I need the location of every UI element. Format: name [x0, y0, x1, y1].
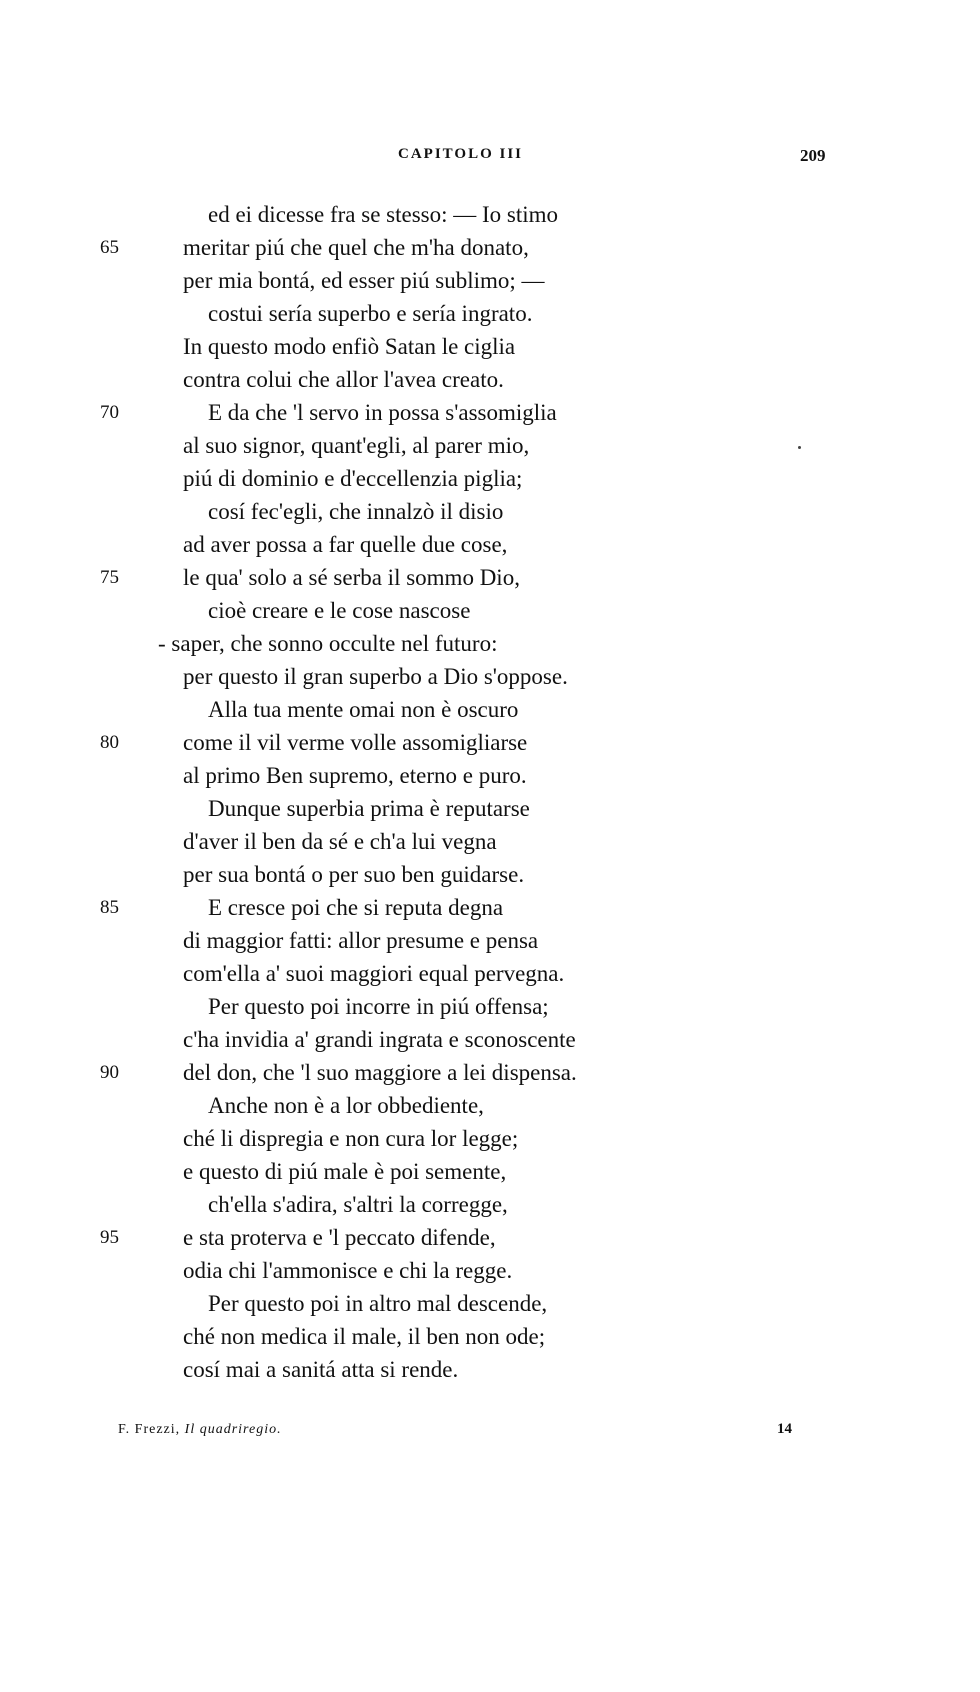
verse-text: per mia bontá, ed esser piú sublimo; — — [183, 268, 545, 293]
verse-line — [0, 858, 980, 891]
verse-text: e questo di piú male è poi semente, — [183, 1159, 507, 1184]
verse-text: ché non medica il male, il ben non ode; — [183, 1324, 546, 1349]
running-head: CAPITOLO III — [398, 146, 524, 162]
line-number: 80 — [100, 732, 119, 753]
verse-line — [0, 1056, 980, 1089]
verse-line — [0, 957, 980, 990]
verse-line — [0, 891, 980, 924]
verse-line — [0, 429, 980, 462]
verse-line — [0, 1254, 980, 1287]
verse-text: ché li dispregia e non cura lor legge; — [183, 1126, 519, 1151]
line-number: 90 — [100, 1062, 119, 1083]
verse-text: Dunque superbia prima è reputarse — [208, 796, 530, 821]
footer-author: F. Frezzi, — [118, 1422, 181, 1437]
verse-line — [0, 1320, 980, 1353]
line-number: 70 — [100, 402, 119, 423]
verse-line — [0, 594, 980, 627]
verse-text: come il vil verme volle assomigliarse — [183, 730, 528, 755]
verse-line — [0, 825, 980, 858]
verse-line — [0, 1353, 980, 1386]
verse-line — [0, 1155, 980, 1188]
poem-text — [0, 198, 980, 1386]
verse-text: com'ella a' suoi maggiori equal pervegna. — [183, 961, 565, 986]
verse-line — [0, 363, 980, 396]
verse-text: odia chi l'ammonisce e chi la regge. — [183, 1258, 513, 1283]
verse-line — [0, 759, 980, 792]
footer-signature: 14 — [777, 1421, 792, 1437]
verse-text: le qua' solo a sé serba il sommo Dio, — [183, 565, 520, 590]
verse-text: In questo modo enfiò Satan le ciglia — [183, 334, 516, 359]
verse-line — [0, 198, 980, 231]
verse-line — [0, 1287, 980, 1320]
verse-text: E da che 'l servo in possa s'assomiglia — [208, 400, 557, 425]
footer-citation — [118, 1422, 282, 1438]
verse-text: al suo signor, quant'egli, al parer mio, — [183, 433, 530, 458]
verse-line — [0, 924, 980, 957]
verse-line — [0, 1221, 980, 1254]
line-number: 65 — [100, 237, 119, 258]
verse-text: c'ha invidia a' grandi ingrata e sconoscente — [183, 1027, 576, 1052]
verse-text: al primo Ben supremo, eterno e puro. — [183, 763, 527, 788]
verse-text: e sta proterva e 'l peccato difende, — [183, 1225, 496, 1250]
verse-text: E cresce poi che si reputa degna — [208, 895, 504, 920]
verse-text: per sua bontá o per suo ben guidarse. — [183, 862, 525, 887]
line-number: 75 — [100, 567, 119, 588]
verse-line — [0, 792, 980, 825]
verse-text: piú di dominio e d'eccellenzia piglia; — [183, 466, 523, 491]
page-number: 209 — [800, 146, 826, 165]
verse-line — [0, 462, 980, 495]
verse-text: cosí mai a sanitá atta si rende. — [183, 1357, 459, 1382]
verse-line — [0, 330, 980, 363]
verse-text: contra colui che allor l'avea creato. — [183, 367, 504, 392]
verse-text: - saper, che sonno occulte nel futuro: — [158, 631, 498, 656]
verse-text: Per questo poi in altro mal descende, — [208, 1291, 548, 1316]
verse-line — [0, 528, 980, 561]
verse-line — [0, 726, 980, 759]
line-number: 85 — [100, 897, 119, 918]
verse-line — [0, 693, 980, 726]
verse-line — [0, 264, 980, 297]
verse-line — [0, 1023, 980, 1056]
verse-text: d'aver il ben da sé e ch'a lui vegna — [183, 829, 497, 854]
verse-line — [0, 627, 980, 660]
verse-line — [0, 495, 980, 528]
verse-text: di maggior fatti: allor presume e pensa — [183, 928, 539, 953]
verse-text: cioè creare e le cose nascose — [208, 598, 471, 623]
verse-text: ch'ella s'adira, s'altri la corregge, — [208, 1192, 508, 1217]
verse-line — [0, 990, 980, 1023]
footer-work-title: Il quadriregio. — [184, 1422, 282, 1437]
verse-line — [0, 1188, 980, 1221]
verse-line — [0, 660, 980, 693]
verse-text: meritar piú che quel che m'ha donato, — [183, 235, 529, 260]
verse-text: Per questo poi incorre in piú offensa; — [208, 994, 549, 1019]
verse-line — [0, 561, 980, 594]
verse-text: Alla tua mente omai non è oscuro — [208, 697, 519, 722]
line-number: 95 — [100, 1227, 119, 1248]
verse-text: costui sería superbo e sería ingrato. — [208, 301, 533, 326]
verse-line — [0, 1122, 980, 1155]
verse-text: ed ei dicesse fra se stesso: — Io stimo — [208, 202, 559, 227]
verse-line — [0, 231, 980, 264]
verse-text: per questo il gran superbo a Dio s'oppose. — [183, 664, 568, 689]
verse-line — [0, 297, 980, 330]
verse-text: del don, che 'l suo maggiore a lei dispensa. — [183, 1060, 577, 1085]
verse-text: cosí fec'egli, che innalzò il disio — [208, 499, 504, 524]
verse-text: Anche non è a lor obbediente, — [208, 1093, 484, 1118]
verse-line — [0, 1089, 980, 1122]
verse-line — [0, 396, 980, 429]
verse-text: ad aver possa a far quelle due cose, — [183, 532, 508, 557]
